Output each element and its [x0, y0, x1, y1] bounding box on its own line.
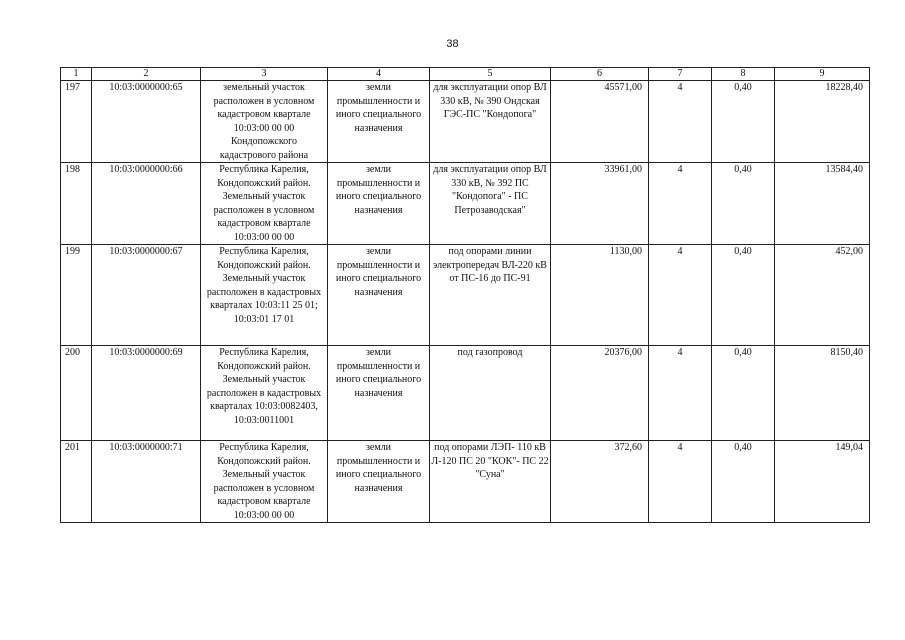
- column-header: 8: [712, 68, 775, 81]
- rate-cell: 0,40: [712, 441, 775, 523]
- table-row: [61, 245, 870, 346]
- cadastral-number: 10:03:0000000:71: [92, 441, 201, 523]
- location-cell: Республика Карелия, Кондопожский район. Земельный участок расположен в условном кадастровом квартале 10:03:00 00 00: [201, 163, 328, 245]
- land-category-cell: земли промышленности и иного специального назначения: [328, 81, 430, 163]
- page-number: 38: [446, 38, 459, 50]
- row-number: 197: [61, 81, 92, 163]
- table-row: [61, 441, 870, 523]
- column-header: 3: [201, 68, 328, 81]
- column-header: 7: [649, 68, 712, 81]
- column-header: 5: [430, 68, 551, 81]
- value-cell-7: 4: [649, 245, 712, 346]
- rate-cell: 0,40: [712, 346, 775, 441]
- permitted-use-cell: под газопровод: [430, 346, 551, 441]
- rate-cell: 0,40: [712, 163, 775, 245]
- total-cell: 8150,40: [775, 346, 870, 441]
- location-cell: Республика Карелия, Кондопожский район. Земельный участок расположен в кадастровых кварталах 10:03:11 25 01; 10:03:01 17 01: [201, 245, 328, 346]
- row-number: 201: [61, 441, 92, 523]
- row-number: 200: [61, 346, 92, 441]
- area-cell: 45571,00: [551, 81, 649, 163]
- land-plots-table: [60, 67, 870, 523]
- column-header: 4: [328, 68, 430, 81]
- cadastral-number: 10:03:0000000:65: [92, 81, 201, 163]
- total-cell: 149,04: [775, 441, 870, 523]
- area-cell: 372,60: [551, 441, 649, 523]
- header-row: [61, 68, 870, 81]
- total-cell: 18228,40: [775, 81, 870, 163]
- column-header: 1: [61, 68, 92, 81]
- total-cell: 13584,40: [775, 163, 870, 245]
- value-cell-7: 4: [649, 81, 712, 163]
- table-row: [61, 346, 870, 441]
- location-cell: Республика Карелия, Кондопожский район. Земельный участок расположен в кадастровых кварталах 10:03:0082403, 10:03:0011001: [201, 346, 328, 441]
- column-header: 2: [92, 68, 201, 81]
- permitted-use-cell: под опорами ЛЭП- 110 кВ Л-120 ПС 20 "КОК"- ПС 22 "Суна": [430, 441, 551, 523]
- permitted-use-cell: для эксплуатации опор ВЛ 330 кВ, № 392 ПС "Кондопога" - ПС Петрозаводская": [430, 163, 551, 245]
- table-row: [61, 163, 870, 245]
- total-cell: 452,00: [775, 245, 870, 346]
- column-header: 6: [551, 68, 649, 81]
- land-category-cell: земли промышленности и иного специального назначения: [328, 163, 430, 245]
- area-cell: 1130,00: [551, 245, 649, 346]
- cadastral-number: 10:03:0000000:66: [92, 163, 201, 245]
- value-cell-7: 4: [649, 441, 712, 523]
- value-cell-7: 4: [649, 163, 712, 245]
- area-cell: 33961,00: [551, 163, 649, 245]
- rate-cell: 0,40: [712, 245, 775, 346]
- location-cell: земельный участок расположен в условном кадастровом квартале 10:03:00 00 00 Кондопожского кадастрового района: [201, 81, 328, 163]
- location-cell: Республика Карелия, Кондопожский район. Земельный участок расположен в условном кадастровом квартале 10:03:00 00 00: [201, 441, 328, 523]
- column-header: 9: [775, 68, 870, 81]
- row-number: 198: [61, 163, 92, 245]
- table-row: [61, 81, 870, 163]
- permitted-use-cell: под опорами линии электропередач ВЛ-220 кВ от ПС-16 до ПС-91: [430, 245, 551, 346]
- area-cell: 20376,00: [551, 346, 649, 441]
- value-cell-7: 4: [649, 346, 712, 441]
- rate-cell: 0,40: [712, 81, 775, 163]
- land-category-cell: земли промышленности и иного специального назначения: [328, 441, 430, 523]
- row-number: 199: [61, 245, 92, 346]
- cadastral-number: 10:03:0000000:67: [92, 245, 201, 346]
- land-category-cell: земли промышленности и иного специального назначения: [328, 245, 430, 346]
- land-category-cell: земли промышленности и иного специального назначения: [328, 346, 430, 441]
- permitted-use-cell: для эксплуатации опор ВЛ 330 кВ, № 390 Ондская ГЭС-ПС "Кондопога": [430, 81, 551, 163]
- cadastral-number: 10:03:0000000:69: [92, 346, 201, 441]
